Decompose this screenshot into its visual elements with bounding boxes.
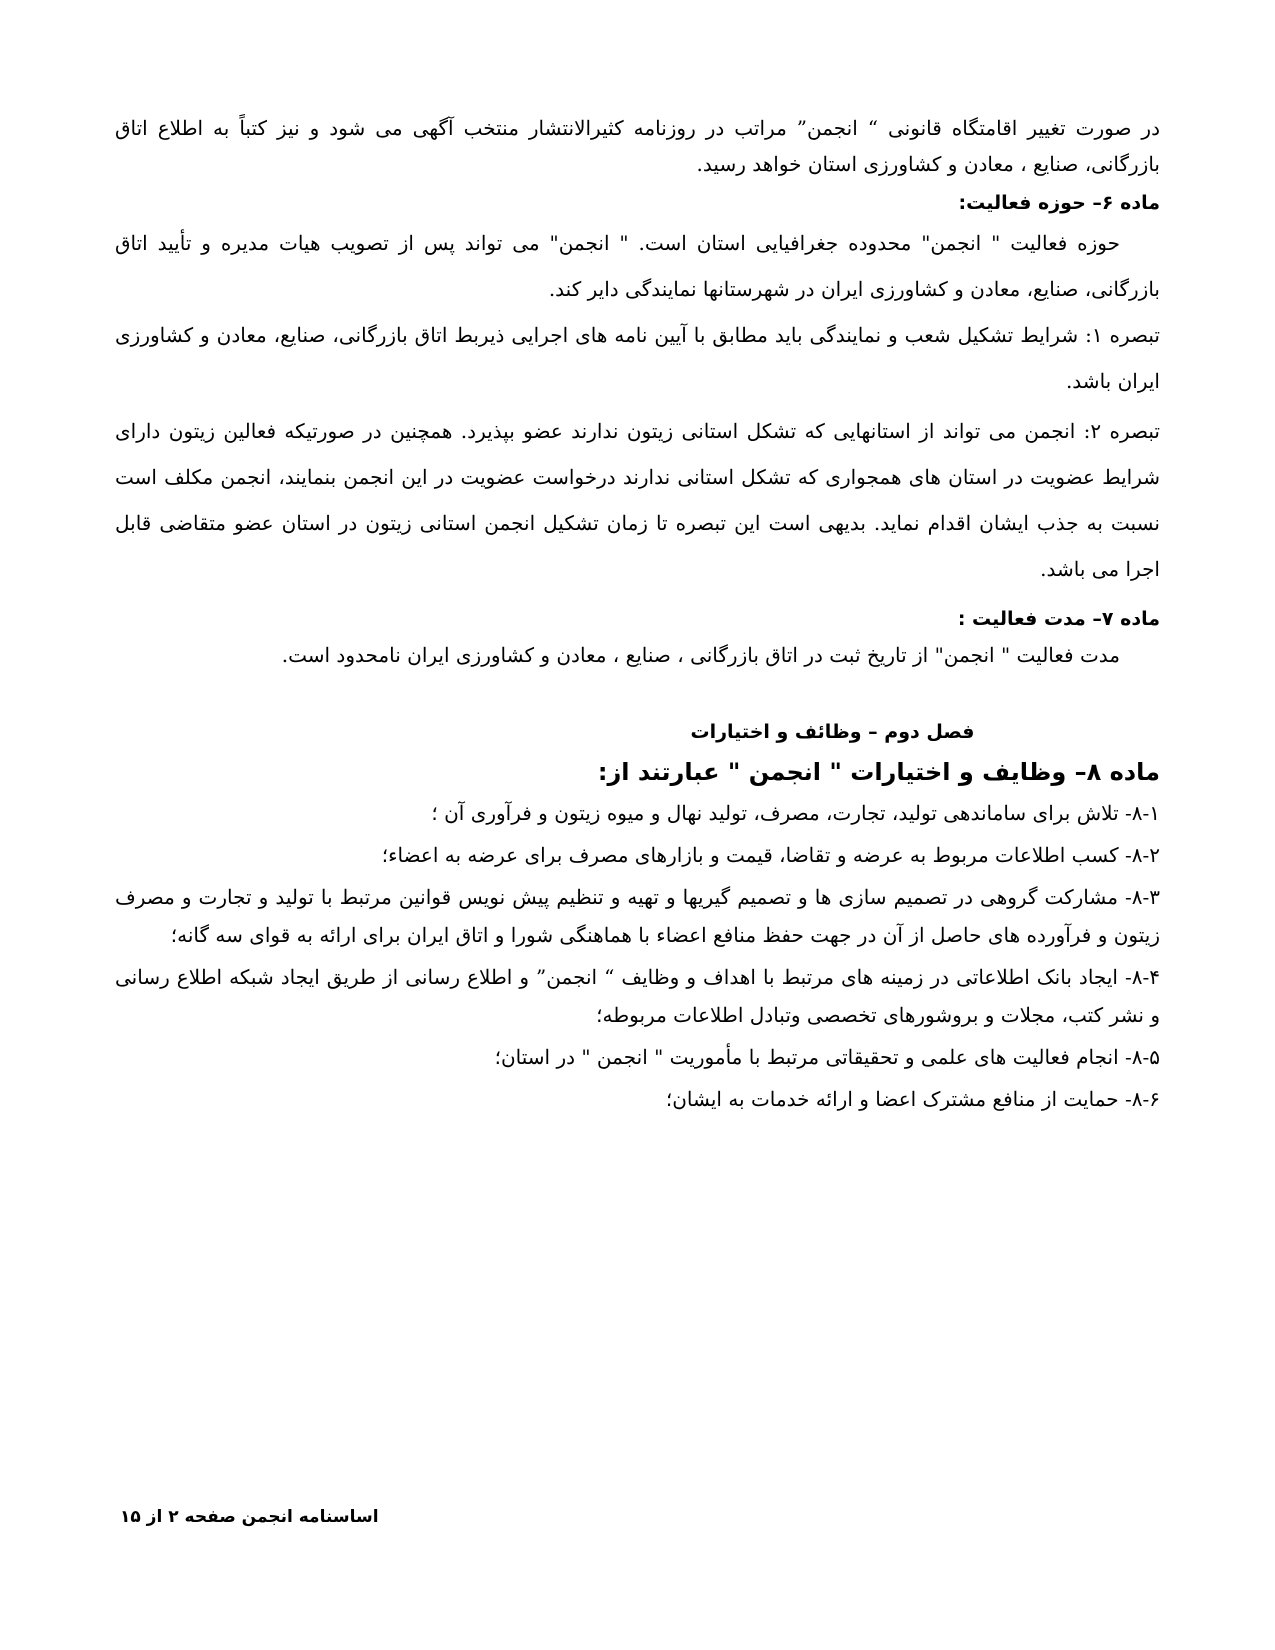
- article-8-item-2: ۸-۲- کسب اطلاعات مربوط به عرضه و تقاضا، قیمت و بازارهای مصرف برای عرضه به اعضاء؛: [381, 843, 1160, 867]
- page-content: [115, 110, 1160, 1118]
- article-6-heading: ماده ۶– حوزه فعالیت:: [958, 192, 1160, 214]
- chapter-2-title: فصل دوم – وظائف و اختیارات: [690, 721, 975, 743]
- article-6-note-1: تبصره ۱: شرایط تشکیل شعب و نمایندگی باید مطابق با آیین نامه های اجرایی ذیربط اتاق بازرگانی، صنایع، معادن و کشاورزی ایران باشد.: [115, 323, 1160, 393]
- intro-paragraph: در صورت تغییر اقامتگاه قانونی “ انجمن” مراتب در روزنامه کثیرالانتشار منتخب آگهی می شود و نیز کتباً به اطلاع اتاق بازرگانی، صنایع ، معادن و کشاورزی استان خواهد رسید.: [115, 116, 1160, 176]
- article-8-item-5: ۸-۵- انجام فعالیت های علمی و تحقیقاتی مرتبط با مأموریت " انجمن " در استان؛: [494, 1045, 1160, 1069]
- article-8-item-1: ۸-۱- تلاش برای ساماندهی تولید، تجارت، مصرف، تولید نهال و میوه زیتون و فرآوری آن ؛: [431, 801, 1160, 825]
- article-8-item-6: ۸-۶- حمایت از منافع مشترک اعضا و ارائه خدمات به ایشان؛: [665, 1087, 1160, 1111]
- article-8-item-4: ۸-۴- ایجاد بانک اطلاعاتی در زمینه های مرتبط با اهداف و وظایف “ انجمن” و اطلاع رسانی از طریق ایجاد شبکه اطلاع رسانی و نشر کتب، مجلات و بروشورهای تخصصی وتبادل اطلاعات مربوطه؛: [115, 965, 1160, 1027]
- article-7-heading: ماده ۷– مدت فعالیت :: [957, 608, 1160, 630]
- page-footer: اساسنامه انجمن صفحه ۲ از ۱۵: [120, 1507, 379, 1527]
- article-6-body: حوزه فعالیت " انجمن" محدوده جغرافیایی استان است. " انجمن" می تواند پس از تصویب هیات مدیره و تأیید اتاق بازرگانی، صنایع، معادن و کشاورزی ایران در شهرستانها نمایندگی دایر کند.: [115, 231, 1160, 301]
- article-6-note-2: تبصره ۲: انجمن می تواند از استانهایی که تشکل استانی زیتون ندارند عضو بپذیرد. همچنین در صورتیکه فعالین زیتون دارای شرایط عضویت در استان های همجواری که تشکل استانی ندارند درخواست عضویت در این انجمن بنمایند، انجمن مکلف است نسبت به جذب ایشان اقدام نماید. بدیهی است این تبصره تا زمان تشکیل انجمن استانی زیتون در استان عضو متقاضی قابل اجرا می باشد.: [115, 419, 1160, 581]
- article-8-heading: ماده ۸– وظایف و اختیارات " انجمن " عبارتند از:: [597, 758, 1160, 786]
- article-7-body: مدت فعالیت " انجمن" از تاریخ ثبت در اتاق بازرگانی ، صنایع ، معادن و کشاورزی ایران نامحدود است.: [281, 643, 1120, 667]
- article-8-item-3: ۸-۳- مشارکت گروهی در تصمیم سازی ها و تصمیم گیریها و تهیه و تنظیم پیش نویس قوانین مرتبط با تولید و تجارت و مصرف زیتون و فرآورده های حاصل از آن در جهت حفظ منافع اعضاء با هماهنگی شورا و اتاق ایران برای ارائه به قوای سه گانه؛: [115, 885, 1160, 947]
